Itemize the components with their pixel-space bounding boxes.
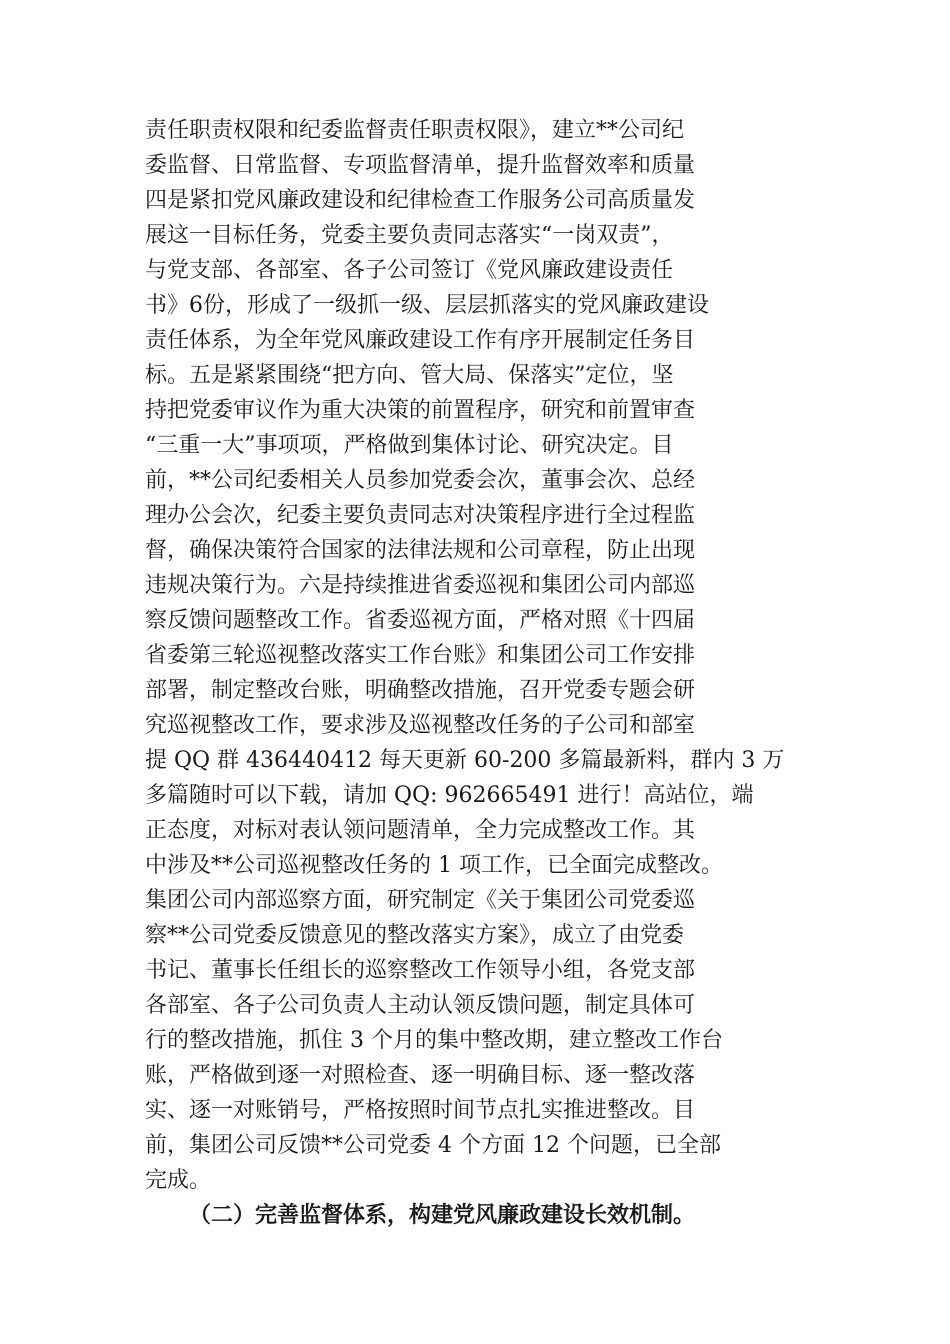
paragraph-line: 责任体系，为全年党风廉政建设工作有序开展制定任务目 [145,328,696,353]
paragraph-line: 集团公司内部巡察方面，研究制定《关于集团公司党委巡 [145,888,696,913]
paragraph-line: 前，**公司纪委相关人员参加党委会次，董事会次、总经 [145,468,696,493]
paragraph-line: 中涉及**公司巡视整改任务的 1 项工作，已全面完成整改。 [145,853,723,878]
paragraph-line: 前，集团公司反馈**公司党委 4 个方面 12 个问题，已全部 [145,1133,721,1158]
paragraph-line: 察反馈问题整改工作。省委巡视方面，严格对照《十四届 [145,608,696,633]
paragraph-line: 标。五是紧紧围绕“把方向、管大局、保落实”定位，坚 [145,363,674,388]
paragraph-line: 正态度，对标对表认领问题清单，全力完成整改工作。其 [145,818,696,843]
paragraph-line: 督，确保决策符合国家的法律法规和公司章程，防止出现 [145,538,696,563]
paragraph-line: “三重一大”事项项，严格做到集体讨论、研究决定。目 [145,433,674,458]
paragraph-line: 行的整改措施，抓住 3 个月的集中整改期，建立整改工作台 [145,1028,723,1053]
paragraph-line: 实、逐一对账销号，严格按照时间节点扎实推进整改。目 [145,1098,696,1123]
paragraph-line: 理办公会次，纪委主要负责同志对决策程序进行全过程监 [145,503,696,528]
paragraph-line: 四是紧扣党风廉政建设和纪律检查工作服务公司高质量发 [145,188,696,213]
paragraph-line: 账，严格做到逐一对照检查、逐一明确目标、逐一整改落 [145,1063,696,1088]
paragraph-line: 察**公司党委反馈意见的整改落实方案》，成立了由党委 [145,923,685,948]
section-heading: （二）完善监督体系，构建党风廉政建设长效机制。 [189,1202,696,1228]
paragraph-line: 各部室、各子公司负责人主动认领反馈问题，制定具体可 [145,993,696,1018]
paragraph-line: 责任职责权限和纪委监督责任职责权限》，建立**公司纪 [145,118,685,143]
document-body [145,113,815,1233]
paragraph-line: 提 QQ 群 436440412 每天更新 60-200 多篇最新料，群内 3 万 [145,748,785,773]
paragraph-line: 违规决策行为。六是持续推进省委巡视和集团公司内部巡 [145,573,696,598]
paragraph-line: 部署，制定整改台账，明确整改措施，召开党委专题会研 [145,678,696,703]
paragraph-line: 完成。 [145,1168,212,1193]
paragraph-line: 究巡视整改工作，要求涉及巡视整改任务的子公司和部室 [145,713,696,738]
paragraph-line: 与党支部、各部室、各子公司签订《党风廉政建设责任 [145,258,674,283]
paragraph-line: 书记、董事长任组长的巡察整改工作领导小组，各党支部 [145,958,696,983]
paragraph-line: 持把党委审议作为重大决策的前置程序，研究和前置审查 [145,398,696,423]
paragraph-line: 省委第三轮巡视整改落实工作台账》和集团公司工作安排 [145,643,696,668]
paragraph-line: 展这一目标任务，党委主要负责同志落实“一岗双责”， [145,223,674,248]
paragraph-line: 委监督、日常监督、专项监督清单，提升监督效率和质量 [145,153,696,178]
paragraph-line: 书》6份，形成了一级抓一级、层层抓落实的党风廉政建设 [145,293,709,318]
paragraph-line: 多篇随时可以下载，请加 QQ: 962665491 进行！高站位，端 [145,783,754,808]
